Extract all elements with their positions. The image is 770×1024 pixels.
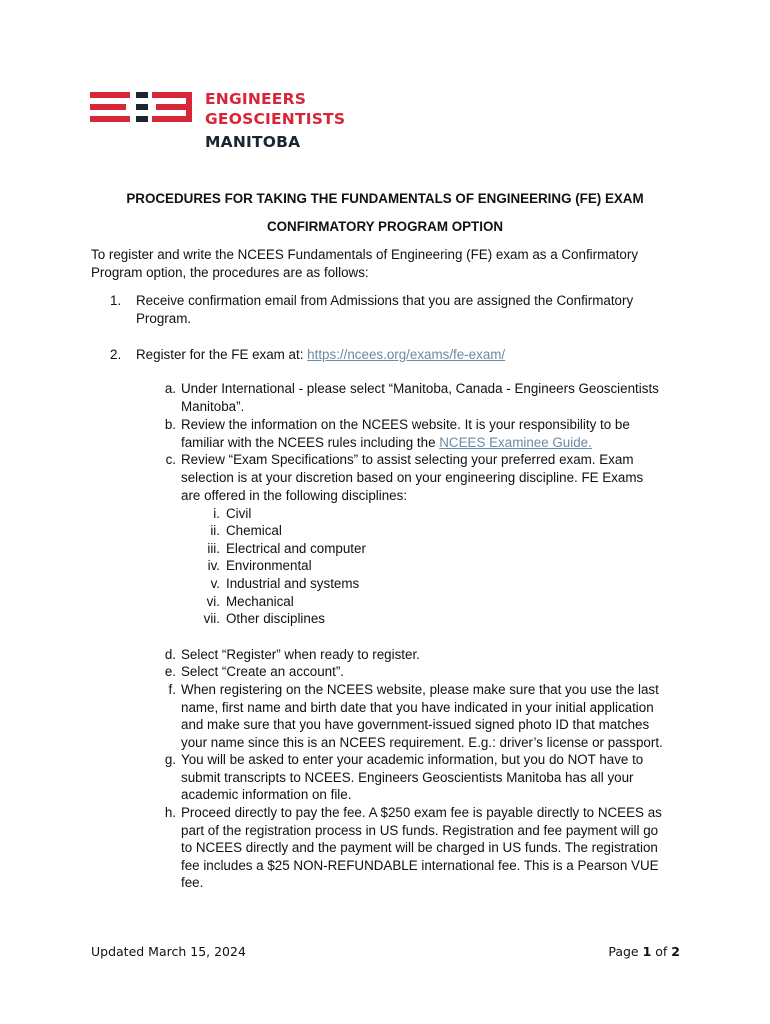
substep-f-line-1: When registering on the NCEES website, please make sure that you use the last [181,682,659,697]
discipline-numeral: iv. [207,558,220,573]
page-current: 1 [642,944,652,959]
ncees-examinee-guide-link[interactable]: NCEES Examinee Guide. [439,435,592,450]
substep-f-line-4: your name since this is an NCEES requirement. E.g.: driver’s license or passport. [181,735,663,750]
substep-d-letter: d. [164,647,176,662]
discipline-numeral: vi. [206,594,220,609]
document-subtitle: CONFIRMATORY PROGRAM OPTION [266,219,504,234]
substep-g-line-2: submit transcripts to NCEES. Engineers Geoscientists Manitoba has all your [181,770,634,785]
page-of: of [651,944,672,959]
substep-g-line-1: You will be asked to enter your academic information, but you do NOT have to [181,752,644,767]
intro-line-1: To register and write the NCEES Fundamentals of Engineering (FE) exam as a Confirmatory [91,247,639,262]
step-1-number: 1. [110,293,122,308]
discipline-industrial: Industrial and systems [226,576,360,591]
substep-b-letter: b. [164,417,176,432]
logo-mark-icon [90,92,195,132]
document-title: PROCEDURES FOR TAKING THE FUNDAMENTALS OF ENGINEERING (FE) EXAM [126,191,644,206]
substep-f-line-3: and make sure that you have government-issued signed photo ID that matches [181,717,650,732]
substep-e-line-1: Select “Create an account”. [181,664,345,679]
substep-h-line-1: Proceed directly to pay the fee. A $250 exam fee is payable directly to NCEES as [181,805,662,820]
substep-h-line-2: part of the registration process in US funds. Registration and fee payment will go [181,823,659,838]
substep-c-line-3: are offered in the following disciplines: [181,488,408,503]
discipline-numeral: v. [210,576,220,591]
footer-updated-date: Updated March 15, 2024 [91,944,246,959]
substep-b-line-1: Review the information on the NCEES website. It is your responsibility to be [181,417,630,432]
discipline-mechanical: Mechanical [226,594,294,609]
substep-a-line-1: Under International - please select “Manitoba, Canada - Engineers Geoscientists [181,381,659,396]
step-1-line-2: Program. [136,311,192,326]
discipline-electrical: Electrical and computer [226,541,366,556]
substep-g-line-3: academic information on file. [181,787,352,802]
engineers-geoscientists-manitoba-logo [90,90,360,152]
step-2-text [136,346,666,364]
logo-line-geoscientists: GEOSCIENTISTS [205,110,346,128]
step-2-number: 2. [110,347,122,362]
discipline-numeral: vii. [203,611,220,626]
discipline-chemical: Chemical [226,523,282,538]
discipline-numeral: i. [213,506,220,521]
step-2-label: Register for the FE exam at: [136,347,308,362]
fe-exam-link[interactable]: https://ncees.org/exams/fe-exam/ [307,347,506,362]
substep-d-line-1: Select “Register” when ready to register. [181,647,420,662]
intro-line-2: Program option, the procedures are as follows: [91,265,369,280]
discipline-other: Other disciplines [226,611,325,626]
substep-h-line-3: to NCEES directly and the payment will be charged in US funds. The registration [181,840,658,855]
substep-a-line-2: Manitoba”. [181,399,245,414]
substep-c-line-2: selection is at your discretion based on your engineering discipline. FE Exams [181,470,644,485]
substep-b-line-2 [181,434,691,452]
substep-b-line-2-text: familiar with the NCEES rules including the [181,435,440,450]
discipline-environmental: Environmental [226,558,312,573]
substep-e-letter: e. [164,664,176,679]
page-total: 2 [671,944,680,959]
substep-f-line-2: name, first name and birth date that you have indicated in your initial application [181,700,654,715]
page-word: Page [608,944,643,959]
substep-f-letter: f. [168,682,176,697]
logo-line-manitoba: MANITOBA [205,133,301,151]
substep-a-letter: a. [164,381,176,396]
substep-h-line-5: fee. [181,875,204,890]
substep-c-letter: c. [165,452,176,467]
logo-line-engineers: ENGINEERS [205,90,307,108]
substep-h-letter: h. [164,805,176,820]
discipline-numeral: iii. [207,541,220,556]
step-1-line-1: Receive confirmation email from Admissions that you are assigned the Confirmatory [136,293,634,308]
footer-page-number [608,943,680,961]
substep-c-line-1: Review “Exam Specifications” to assist selecting your preferred exam. Exam [181,452,634,467]
discipline-numeral: ii. [210,523,220,538]
substep-g-letter: g. [164,752,176,767]
discipline-civil: Civil [226,506,252,521]
substep-h-line-4: fee includes a $25 NON-REFUNDABLE international fee. This is a Pearson VUE [181,858,659,873]
